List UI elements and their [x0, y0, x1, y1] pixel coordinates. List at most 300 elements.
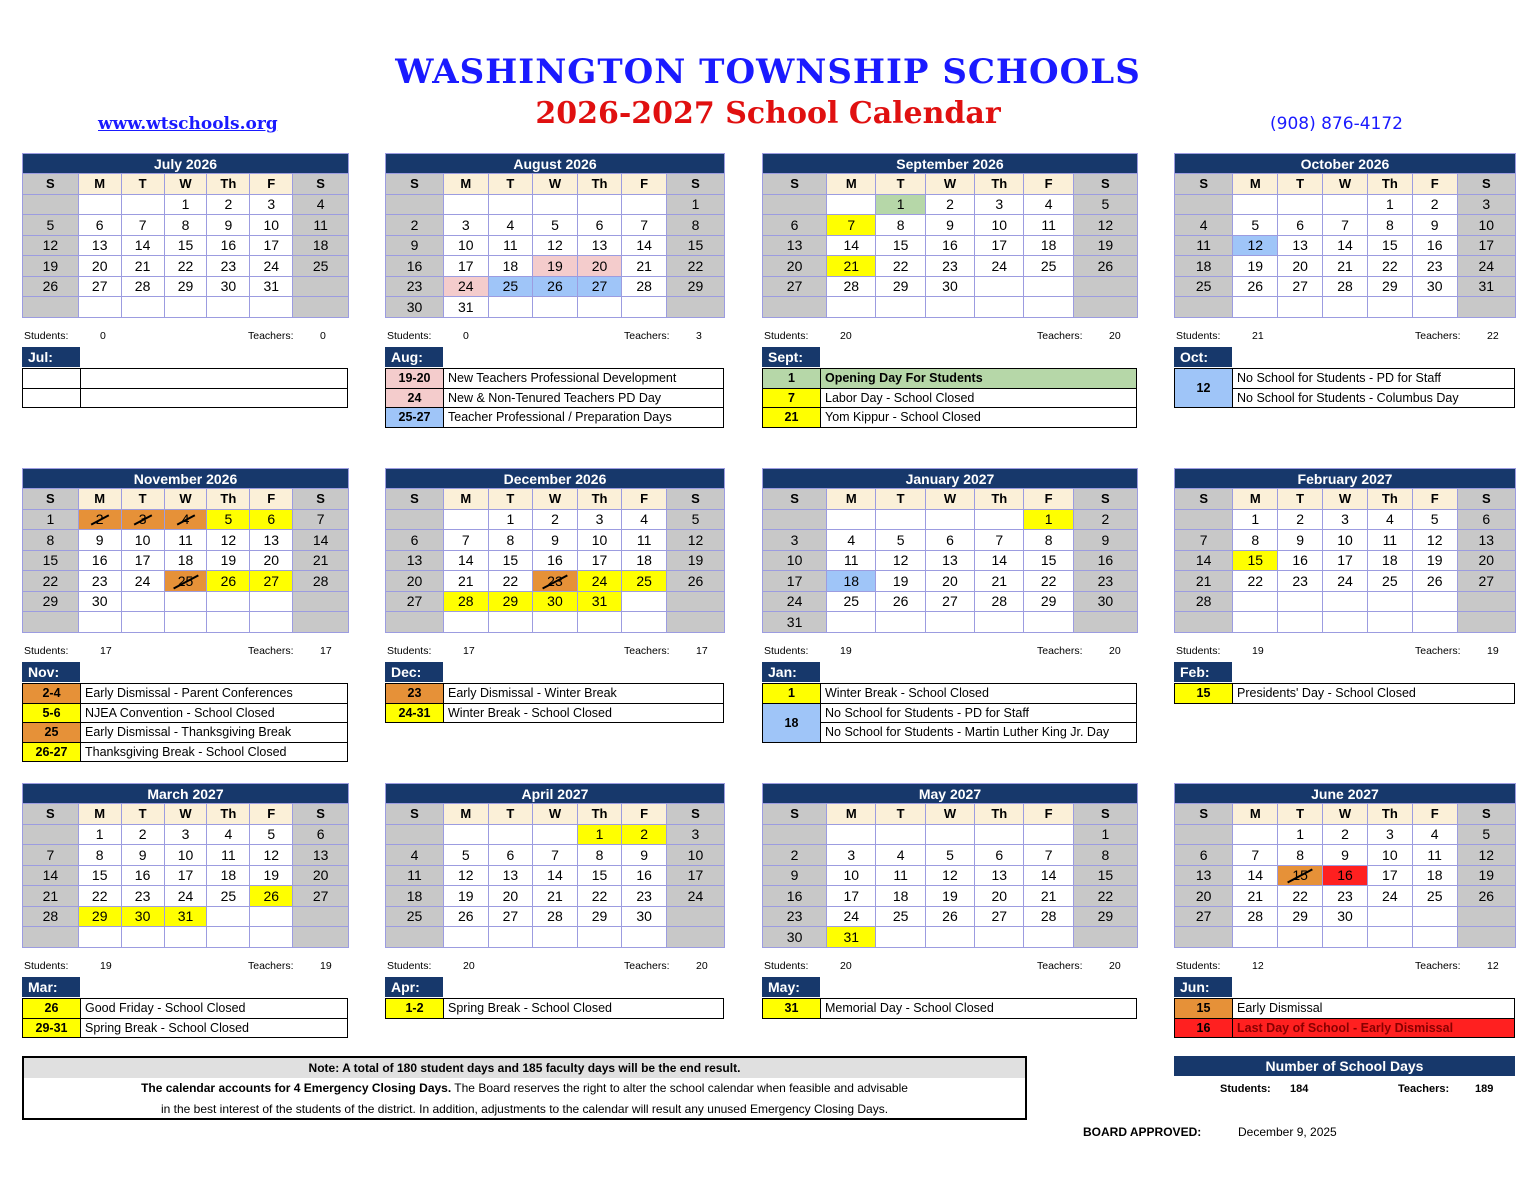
legend-text: Teacher Professional / Preparation Days: [444, 408, 724, 428]
day-cell: 10: [443, 235, 488, 256]
day-cell: 15: [1073, 865, 1137, 886]
day-header: W: [533, 174, 578, 195]
day-header: T: [876, 489, 925, 510]
day-header: M: [78, 804, 121, 825]
day-cell: 9: [1323, 845, 1368, 866]
day-cell: 23: [78, 571, 121, 592]
day-cell: 9: [1412, 215, 1457, 236]
day-header: Th: [975, 174, 1024, 195]
day-header: Th: [207, 174, 250, 195]
day-cell: 2: [1323, 824, 1368, 845]
day-cell: 4: [622, 509, 667, 530]
legend-code: 5-6: [23, 703, 81, 723]
teachers-count: 19: [1487, 645, 1499, 657]
day-cell: 7: [533, 845, 578, 866]
month-legend: [385, 368, 724, 428]
month-july-2026: [22, 153, 349, 318]
teachers-label: Teachers:: [1037, 645, 1083, 657]
day-cell: 3: [443, 215, 488, 236]
day-header: W: [925, 174, 974, 195]
legend-abbr: Feb:: [1174, 662, 1232, 682]
day-cell: 26: [443, 906, 488, 927]
legend-text: Yom Kippur - School Closed: [821, 408, 1137, 428]
students-count: 19: [100, 960, 112, 972]
day-header: S: [666, 174, 724, 195]
day-cell: 13: [488, 865, 533, 886]
day-cell: 26: [876, 591, 925, 612]
day-cell: 29: [1073, 906, 1137, 927]
day-header: S: [1175, 489, 1233, 510]
day-cell: [975, 297, 1024, 318]
day-cell: 20: [250, 550, 293, 571]
day-header: T: [1278, 804, 1323, 825]
day-header: S: [23, 174, 79, 195]
day-cell: 24: [577, 571, 622, 592]
day-header: S: [23, 489, 79, 510]
month-legend: [1174, 683, 1515, 704]
month-legend: [762, 368, 1137, 428]
day-cell: 1: [164, 194, 207, 215]
day-header: W: [1323, 804, 1368, 825]
day-cell: 6: [925, 530, 974, 551]
month-legend: [22, 683, 348, 762]
day-cell: 16: [1073, 550, 1137, 571]
day-cell: [1024, 927, 1073, 948]
day-cell: [975, 612, 1024, 633]
day-cell: 19: [250, 865, 293, 886]
note-line-2: [24, 1078, 1025, 1099]
day-cell: 17: [975, 235, 1024, 256]
day-header: W: [533, 804, 578, 825]
legend-abbr: Dec:: [385, 662, 443, 682]
day-header: M: [827, 804, 876, 825]
day-cell: [1175, 612, 1233, 633]
day-cell: 11: [1175, 235, 1233, 256]
day-header: S: [1175, 804, 1233, 825]
month-legend: [762, 683, 1137, 743]
note-line-2-bold: The calendar accounts for 4 Emergency Closing Days.: [141, 1081, 452, 1095]
day-cell: 2: [533, 509, 578, 530]
day-cell: [876, 824, 925, 845]
day-cell: 29: [666, 276, 724, 297]
day-cell: 22: [1024, 571, 1073, 592]
day-cell: 7: [827, 215, 876, 236]
day-cell: 12: [666, 530, 724, 551]
day-cell: 21: [975, 571, 1024, 592]
day-cell: [1412, 906, 1457, 927]
day-cell: [250, 927, 293, 948]
legend-abbr: Aug:: [385, 347, 443, 367]
day-cell: 7: [293, 509, 349, 530]
legend-code: 25-27: [386, 408, 444, 428]
day-cell: 31: [577, 591, 622, 612]
legend-code: 26-27: [23, 742, 81, 762]
legend-abbr: Jan:: [762, 662, 820, 682]
day-header: F: [250, 804, 293, 825]
day-header: S: [763, 174, 827, 195]
month-february-2027: [1174, 468, 1516, 633]
legend-text: No School for Students - Martin Luther King Jr. Day: [821, 723, 1137, 743]
day-cell: 28: [1323, 276, 1368, 297]
day-cell: [386, 927, 444, 948]
teachers-label: Teachers:: [1415, 645, 1461, 657]
day-cell: 15: [666, 235, 724, 256]
day-cell: 24: [975, 256, 1024, 277]
day-header: S: [666, 804, 724, 825]
day-header: S: [1457, 489, 1515, 510]
day-cell: 1: [1024, 509, 1073, 530]
day-cell: 3: [827, 845, 876, 866]
day-header: W: [925, 489, 974, 510]
day-cell: 18: [488, 256, 533, 277]
day-cell: 4: [207, 824, 250, 845]
day-cell: [666, 591, 724, 612]
day-cell: [1457, 906, 1515, 927]
school-days-students: 184: [1290, 1083, 1309, 1095]
day-cell: 10: [763, 550, 827, 571]
day-cell: 7: [1323, 215, 1368, 236]
day-cell: 27: [250, 571, 293, 592]
day-cell: [827, 509, 876, 530]
day-cell: 2: [622, 824, 667, 845]
day-header: S: [1175, 174, 1233, 195]
day-header: F: [250, 489, 293, 510]
day-cell: [1367, 297, 1412, 318]
day-cell: 13: [763, 235, 827, 256]
day-cell: 29: [876, 276, 925, 297]
day-header: F: [1412, 489, 1457, 510]
day-cell: 18: [1175, 256, 1233, 277]
day-cell: 8: [1233, 530, 1278, 551]
day-cell: 26: [1073, 256, 1137, 277]
day-cell: 24: [1457, 256, 1515, 277]
legend-code: [23, 369, 81, 389]
day-cell: 9: [121, 845, 164, 866]
day-header: F: [1412, 804, 1457, 825]
day-cell: 18: [827, 571, 876, 592]
day-cell: [975, 276, 1024, 297]
day-cell: [250, 591, 293, 612]
legend-code: 31: [763, 999, 821, 1019]
students-count: 0: [100, 330, 106, 342]
day-cell: [1175, 824, 1233, 845]
day-cell: 22: [1367, 256, 1412, 277]
day-cell: 2: [1412, 194, 1457, 215]
note-line-1: Note: A total of 180 student days and 185 faculty days will be the end result.: [24, 1058, 1025, 1078]
day-cell: 26: [250, 886, 293, 907]
day-cell: 26: [207, 571, 250, 592]
day-cell: [23, 194, 79, 215]
day-cell: 23: [386, 276, 444, 297]
day-header: T: [876, 804, 925, 825]
day-cell: 16: [622, 865, 667, 886]
day-cell: [207, 297, 250, 318]
day-cell: 8: [23, 530, 79, 551]
day-cell: 28: [622, 276, 667, 297]
day-cell: 22: [1233, 571, 1278, 592]
day-cell: [78, 194, 121, 215]
day-cell: 18: [164, 550, 207, 571]
day-cell: 25: [386, 906, 444, 927]
month-title: October 2026: [1175, 154, 1516, 174]
day-cell: 16: [763, 886, 827, 907]
teachers-label: Teachers:: [624, 960, 670, 972]
day-header: S: [293, 804, 349, 825]
day-cell: [1233, 927, 1278, 948]
day-cell: 5: [876, 530, 925, 551]
day-cell: [1233, 824, 1278, 845]
day-cell: 11: [207, 845, 250, 866]
day-cell: 24: [827, 906, 876, 927]
day-cell: 8: [164, 215, 207, 236]
day-cell: 14: [533, 865, 578, 886]
day-cell: [925, 824, 974, 845]
day-cell: 6: [1457, 509, 1515, 530]
day-cell: 25: [207, 886, 250, 907]
legend-text: Opening Day For Students: [821, 369, 1137, 389]
day-cell: [1367, 612, 1412, 633]
day-cell: [622, 927, 667, 948]
legend-text: Spring Break - School Closed: [81, 1018, 348, 1038]
day-cell: 21: [1233, 886, 1278, 907]
day-cell: [488, 612, 533, 633]
day-cell: [1073, 276, 1137, 297]
day-header: S: [386, 174, 444, 195]
day-cell: 20: [293, 865, 349, 886]
day-cell: [293, 297, 349, 318]
day-header: T: [488, 489, 533, 510]
day-cell: 19: [1073, 235, 1137, 256]
day-cell: 2: [763, 845, 827, 866]
day-cell: 1: [78, 824, 121, 845]
month-title: February 2027: [1175, 469, 1516, 489]
day-cell: [443, 509, 488, 530]
day-cell: [1073, 612, 1137, 633]
day-cell: 8: [1278, 845, 1323, 866]
day-cell: 14: [622, 235, 667, 256]
day-cell: 11: [1024, 215, 1073, 236]
day-cell: 21: [1323, 256, 1368, 277]
day-header: W: [1323, 489, 1368, 510]
day-cell: 15: [1278, 865, 1323, 886]
day-cell: 31: [1457, 276, 1515, 297]
day-cell: 8: [488, 530, 533, 551]
day-cell: 31: [164, 906, 207, 927]
day-cell: 19: [1233, 256, 1278, 277]
day-cell: 4: [293, 194, 349, 215]
day-cell: 12: [207, 530, 250, 551]
day-cell: 19: [23, 256, 79, 277]
day-cell: 28: [121, 276, 164, 297]
day-cell: 4: [488, 215, 533, 236]
day-cell: 14: [1175, 550, 1233, 571]
day-header: M: [443, 174, 488, 195]
day-cell: 28: [293, 571, 349, 592]
day-cell: 21: [121, 256, 164, 277]
day-cell: [1412, 591, 1457, 612]
day-cell: 23: [121, 886, 164, 907]
month-legend: [385, 998, 724, 1019]
students-count: 17: [100, 645, 112, 657]
day-cell: [827, 297, 876, 318]
day-cell: 18: [1367, 550, 1412, 571]
day-header: M: [78, 174, 121, 195]
day-cell: [1412, 297, 1457, 318]
day-cell: [925, 509, 974, 530]
day-cell: 15: [1367, 235, 1412, 256]
day-cell: 13: [1457, 530, 1515, 551]
day-cell: 13: [1278, 235, 1323, 256]
month-title: July 2026: [23, 154, 349, 174]
day-cell: [1323, 297, 1368, 318]
students-count: 20: [840, 330, 852, 342]
day-cell: 20: [488, 886, 533, 907]
day-cell: 7: [443, 530, 488, 551]
day-cell: 15: [78, 865, 121, 886]
day-cell: 2: [1278, 509, 1323, 530]
month-november-2026: [22, 468, 349, 633]
month-title: May 2027: [763, 784, 1138, 804]
day-cell: [876, 297, 925, 318]
day-cell: 25: [827, 591, 876, 612]
day-cell: 18: [1024, 235, 1073, 256]
day-cell: [533, 612, 578, 633]
day-cell: 12: [443, 865, 488, 886]
day-cell: 14: [443, 550, 488, 571]
day-header: S: [293, 174, 349, 195]
day-cell: 19: [533, 256, 578, 277]
teachers-label: Teachers:: [1037, 960, 1083, 972]
day-cell: [250, 906, 293, 927]
day-cell: 29: [78, 906, 121, 927]
day-cell: 5: [207, 509, 250, 530]
teachers-count: 17: [696, 645, 708, 657]
day-cell: 7: [1024, 845, 1073, 866]
teachers-count: 22: [1487, 330, 1499, 342]
day-cell: 9: [622, 845, 667, 866]
day-cell: 4: [1367, 509, 1412, 530]
day-cell: [1175, 194, 1233, 215]
day-cell: 30: [78, 591, 121, 612]
day-cell: [1175, 509, 1233, 530]
students-label: Students:: [764, 645, 809, 657]
day-cell: [1367, 906, 1412, 927]
day-cell: 23: [1412, 256, 1457, 277]
day-cell: 9: [1278, 530, 1323, 551]
note-box: [22, 1056, 1027, 1120]
day-cell: 8: [876, 215, 925, 236]
day-cell: 7: [1175, 530, 1233, 551]
day-cell: 30: [622, 906, 667, 927]
day-header: F: [1024, 804, 1073, 825]
day-cell: [386, 194, 444, 215]
day-cell: 12: [533, 235, 578, 256]
day-header: T: [1278, 174, 1323, 195]
day-cell: 21: [23, 886, 79, 907]
website-link[interactable]: www.wtschools.org: [98, 114, 278, 134]
legend-abbr: Sept:: [762, 347, 820, 367]
day-cell: 26: [1412, 571, 1457, 592]
day-header: T: [488, 804, 533, 825]
day-cell: 3: [763, 530, 827, 551]
phone-number: (908) 876-4172: [1270, 114, 1403, 134]
day-cell: 9: [763, 865, 827, 886]
day-cell: 16: [533, 550, 578, 571]
day-cell: 3: [1457, 194, 1515, 215]
students-count: 12: [1252, 960, 1264, 972]
day-cell: 11: [876, 865, 925, 886]
day-cell: [622, 297, 667, 318]
day-header: M: [1233, 489, 1278, 510]
day-cell: 31: [827, 927, 876, 948]
day-cell: 8: [1367, 215, 1412, 236]
day-cell: 26: [23, 276, 79, 297]
day-header: Th: [577, 804, 622, 825]
day-header: T: [121, 489, 164, 510]
day-cell: 20: [386, 571, 444, 592]
day-cell: [975, 927, 1024, 948]
day-cell: [666, 297, 724, 318]
day-cell: 20: [1278, 256, 1323, 277]
legend-code: 1: [763, 684, 821, 704]
day-cell: 5: [1233, 215, 1278, 236]
day-header: Th: [207, 489, 250, 510]
day-cell: [577, 612, 622, 633]
day-cell: 17: [1323, 550, 1368, 571]
day-cell: [1024, 276, 1073, 297]
day-cell: 30: [763, 927, 827, 948]
legend-code: 16: [1175, 1018, 1233, 1038]
day-cell: 18: [1412, 865, 1457, 886]
students-label: Students:: [387, 960, 432, 972]
legend-text: New & Non-Tenured Teachers PD Day: [444, 388, 724, 408]
day-cell: 6: [488, 845, 533, 866]
day-cell: 23: [207, 256, 250, 277]
day-cell: [1367, 927, 1412, 948]
legend-text: No School for Students - Columbus Day: [1233, 388, 1515, 408]
day-cell: 25: [1024, 256, 1073, 277]
day-cell: [293, 276, 349, 297]
students-count: 21: [1252, 330, 1264, 342]
day-header: T: [488, 174, 533, 195]
students-label: Students:: [387, 330, 432, 342]
day-header: F: [622, 804, 667, 825]
day-cell: 26: [533, 276, 578, 297]
day-header: Th: [577, 174, 622, 195]
day-cell: 6: [1278, 215, 1323, 236]
teachers-label: Teachers:: [248, 330, 294, 342]
day-cell: [1233, 612, 1278, 633]
legend-text: Thanksgiving Break - School Closed: [81, 742, 348, 762]
day-cell: 14: [1233, 865, 1278, 886]
students-count: 0: [463, 330, 469, 342]
day-cell: 22: [1073, 886, 1137, 907]
day-cell: 12: [925, 865, 974, 886]
day-cell: [1073, 297, 1137, 318]
legend-text: [81, 369, 348, 389]
day-cell: 18: [293, 235, 349, 256]
day-cell: 1: [1233, 509, 1278, 530]
day-cell: 17: [250, 235, 293, 256]
legend-text: Early Dismissal - Thanksgiving Break: [81, 723, 348, 743]
day-cell: [1278, 927, 1323, 948]
day-cell: 10: [121, 530, 164, 551]
day-header: S: [1457, 804, 1515, 825]
day-cell: 3: [164, 824, 207, 845]
day-cell: 19: [876, 571, 925, 592]
day-cell: 20: [78, 256, 121, 277]
day-cell: 30: [1073, 591, 1137, 612]
